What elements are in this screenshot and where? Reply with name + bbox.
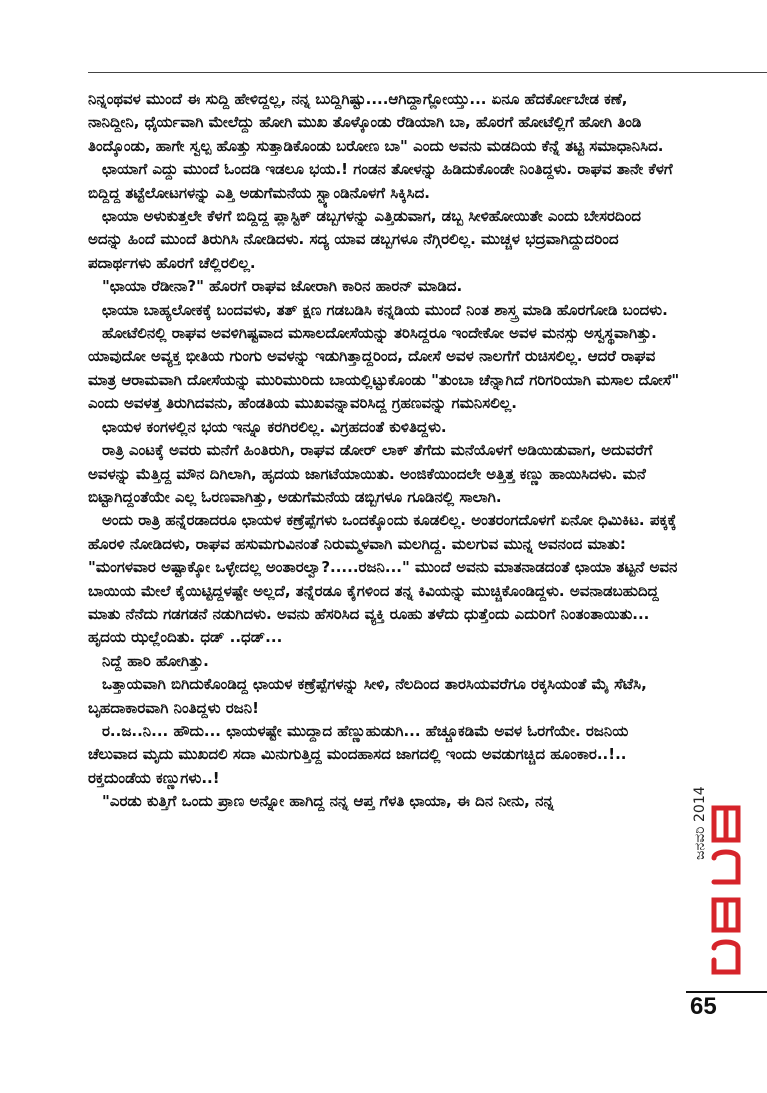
paragraph: "ಎರಡು ಕುತ್ತಿಗೆ ಒಂದು ಪ್ರಾಣ ಅನ್ನೋ ಹಾಗಿದ್ದ ನನ್ನ ಆಪ್ತ ಗೆಳತಿ ಛಾಯಾ, ಈ ದಿನ ನೀನು, ನನ್ನ xyxy=(102,792,554,811)
paragraph: ಅಂದು ರಾತ್ರಿ ಹನ್ನೆರಡಾದರೂ ಛಾಯಳ ಕಣ್ರೆಪ್ಪೆಗಳು ಒಂದಕ್ಕೊಂದು ಕೂಡಲಿಲ್ಲ. ಅಂತರಂಗದೊಳಗೆ ಏನೋ ಧಿಮಿಕಿಟ. ಪಕ್ಕಕ್ಕೆ ಹೊರಳಿ ನೋಡಿದಳು, ರಾಘವ ಹಸುಮಗುವಿನಂತೆ ನಿರುಮ್ಮಳವಾಗಿ ಮಲಗಿದ್ದ. ಮಲಗುವ ಮುನ್ನ ಅವನಂದ ಮಾತು: "ಮಂಗಳವಾರ ಅಷ್ಟಾಕ್ಕೋ ಒಳ್ಳೇದಲ್ಲ ಅಂತಾರಲ್ವಾ?.....ರಜನಿ..." ಮುಂದೆ ಅವನು ಮಾತನಾಡದಂತೆ ಛಾಯಾ ತಟ್ಟನೆ ಅವನ ಬಾಯಿಯ ಮೇಲೆ ಕೈಯಿಟ್ಟಿದ್ದಳಷ್ಟೇ ಅಲ್ಲದೆ, ತನ್ನೆರಡೂ ಕೈಗಳಿಂದ ತನ್ನ ಕಿವಿಯನ್ನು ಮುಚ್ಚಿಕೊಂಡಿದ್ದಳು. ಅವನಾಡಬಹುದಿದ್ದ ಮಾತು ನೆನೆದು ಗಡಗಡನೆ ನಡುಗಿದಳು. ಅವನು ಹೆಸರಿಸಿದ ವ್ಯಕ್ತಿ ರೂಹು ತಳೆದು ಧುತ್ತೆಂದು ಎದುರಿಗೆ ನಿಂತಂತಾಯಿತು... ಹೃದಯ ಝಲ್ಲೆಂದಿತು. ಧಡ್ ..ಧಡ್... xyxy=(88,511,678,647)
paragraph: ನಿದ್ದೆ ಹಾರಿ ಹೋಗಿತ್ತು. xyxy=(102,651,209,670)
paragraph: ಛಾಯಾ ಬಾಹ್ಯಲೋಕಕ್ಕೆ ಬಂದವಳು, ತತ್ ಕ್ಷಣ ಗಡಬಡಿಸಿ ಕನ್ನಡಿಯ ಮುಂದೆ ನಿಂತ ಶಾಸ್ತ್ರ ಮಾಡಿ ಹೊರಗೋಡಿ ಬಂದಳು. xyxy=(102,300,668,319)
paragraph: ನಿನ್ನಂಥವಳ ಮುಂದೆ ಈ ಸುದ್ದಿ ಹೇಳಿದ್ದಲ್ಲ, ನನ್ನ ಬುದ್ದಿಗಿಷ್ಟು....ಆಗಿದ್ದಾಗ್ಲೋಯ್ತು... ಏನೂ ಹೆದರ್ಕೋಬೇಡ ಕಣೆ, ನಾನಿದ್ದೀನಿ, ಧೈರ್ಯವಾಗಿ ಮೇಲೆದ್ದು ಹೋಗಿ ಮುಖ ತೊಳ್ಕೊಂಡು ರೆಡಿಯಾಗಿ ಬಾ, ಹೊರಗೆ ಹೋಟೆಲ್ಲಿಗೆ ಹೋಗಿ ತಿಂಡಿ ತಿಂದ್ಕೊಂಡು, ಹಾಗೇ ಸ್ವಲ್ಪ ಹೊತ್ತು ಸುತ್ತಾಡಿಕೊಂಡು ಬರೋಣ ಬಾ" ಎಂದು ಅವನು ಮಡದಿಯ ಕೆನ್ನೆ ತಟ್ಟಿ ಸಮಾಧಾನಿಸಿದ. xyxy=(88,90,664,155)
paragraph: ಛಾಯಾಗೆ ಎದ್ದು ಮುಂದೆ ಓಂದಡಿ ಇಡಲೂ ಭಯ.! ಗಂಡನ ತೋಳನ್ನು ಹಿಡಿದುಕೊಂಡೇ ನಿಂತಿದ್ದಳು. ರಾಘವ ತಾನೇ ಕೆಳಗೆ ಬಿದ್ದಿದ್ದ ತಟ್ಟೆಲೋಟಗಳನ್ನು ಎತ್ತಿ ಅಡುಗೆಮನೆಯ ಸ್ಟ್ಯಾಂಡಿನೊಳಗೆ ಸಿಕ್ಕಿಸಿದ. xyxy=(88,160,673,202)
magazine-side-label xyxy=(686,786,746,985)
paragraph: ಹೋಟೆಲಿನಲ್ಲಿ ರಾಘವ ಅವಳಿಗಿಷ್ಟವಾದ ಮಸಾಲದೋಸೆಯನ್ನು ತರಿಸಿದ್ದರೂ ಇಂದೇಕೋ ಅವಳ ಮನಸ್ಸು ಅಸ್ವಸ್ಥವಾಗಿತ್ತು. ಯಾವುದೋ ಅವ್ಯಕ್ತ ಭೀತಿಯ ಗುಂಗು ಅವಳನ್ನು ಇಡುಗಿತ್ತಾದ್ದರಿಂದ, ದೋಸೆ ಅವಳ ನಾಲಗೆಗೆ ರುಚಿಸಲಿಲ್ಲ. ಆದರೆ ರಾಘವ ಮಾತ್ರ ಆರಾಮವಾಗಿ ದೋಸೆಯನ್ನು ಮುರಿಮುರಿದು ಬಾಯಲ್ಲಿಟ್ಟುಕೊಂಡು "ತುಂಬಾ ಚೆನ್ನಾಗಿದೆ ಗರಿಗರಿಯಾಗಿ ಮಸಾಲ ದೋಸೆ" ಎಂದು ಅವಳತ್ತ ತಿರುಗಿದವನು, ಹೆಂಡತಿಯ ಮುಖವನ್ನಾವರಿಸಿದ್ದ ಗ್ರಹಣವನ್ನು ಗಮನಿಸಲಿಲ್ಲ. xyxy=(88,324,680,413)
paragraph: "ಛಾಯಾ ರೆಡೀನಾ?" ಹೊರಗೆ ರಾಘವ ಜೋರಾಗಿ ಕಾರಿನ ಹಾರನ್ ಮಾಡಿದ. xyxy=(102,277,463,296)
paragraph: ರಾತ್ರಿ ಎಂಟಕ್ಕೆ ಅವರು ಮನೆಗೆ ಹಿಂತಿರುಗಿ, ರಾಘವ ಡೋರ್ ಲಾಕ್ ತೆಗೆದು ಮನೆಯೊಳಗೆ ಅಡಿಯಿಡುವಾಗ, ಅದುವರೆಗೆ ಅವಳನ್ನು ಮೆತ್ತಿದ್ದ ಮೌನ ದಿಗಿಲಾಗಿ, ಹೃದಯ ಜಾಗಟೆಯಾಯಿತು. ಅಂಜಿಕೆಯಿಂದಲೇ ಅತ್ತಿತ್ತ ಕಣ್ಣು ಹಾಯಿಸಿದಳು. ಮನೆ ಬಿಟ್ಟಾಗಿದ್ದಂತೆಯೇ ಎಲ್ಲ ಓರಣವಾಗಿತ್ತು, ಅಡುಗೆಮನೆಯ ಡಬ್ಬಿಗಳೂ ಗೂಡಿನಲ್ಲಿ ಸಾಲಾಗಿ. xyxy=(88,441,653,506)
paragraph: ರ..ಜ..ನಿ... ಹೌದು... ಛಾಯಳಷ್ಟೇ ಮುದ್ದಾದ ಹೆಣ್ಣುಹುಡುಗಿ... ಹೆಚ್ಚೂಕಡಿಮೆ ಅವಳ ಓರಗೆಯೇ. ರಜನಿಯ ಚೆಲುವಾದ ಮೃದು ಮುಖದಲಿ ಸದಾ ಮಿನುಗುತ್ತಿದ್ದ ಮಂದಹಾಸದ ಜಾಗದಲ್ಲಿ ಇಂದು ಅವಡುಗಚ್ಚಿದ ಹೂಂಕಾರ..!.. ರಕ್ತದುಂಡೆಯ ಕಣ್ಣುಗಳು..! xyxy=(88,721,629,787)
story-text xyxy=(88,88,680,814)
top-rule xyxy=(88,72,767,73)
paragraph: ಛಾಯಾ ಅಳುಕುತ್ತಲೇ ಕೆಳಗೆ ಬಿದ್ದಿದ್ದ ಪ್ಲಾಸ್ಟಿಕ್ ಡಬ್ಬಗಳನ್ನು ಎತ್ತಿಡುವಾಗ, ಡಬ್ಬ ಸೀಳಿಹೋಯಿತೇ ಎಂದು ಬೇಸರದಿಂದ ಅದನ್ನು ಹಿಂದೆ ಮುಂದೆ ತಿರುಗಿಸಿ ನೋಡಿದಳು. ಸದ್ಯ ಯಾವ ಡಬ್ಬಗಳೂ ನೆಗ್ಗಿರಲಿಲ್ಲ. ಮುಚ್ಚಳ ಭದ್ರವಾಗಿದ್ದುದರಿಂದ ಪದಾರ್ಥಗಳು ಹೊರಗೆ ಚೆಲ್ಲಿರಲಿಲ್ಲ. xyxy=(88,207,641,272)
mayura-logo xyxy=(706,800,746,980)
paragraph: ಛಾಯಳ ಕಂಗಳಲ್ಲಿನ ಭಯ ಇನ್ನೂ ಕರಗಿರಲಿಲ್ಲ. ವಿಗ್ರಹದಂತೆ ಕುಳಿತಿದ್ದಳು. xyxy=(102,417,447,436)
issue-date: ಜನವರಿ 2014 xyxy=(692,786,708,860)
page-number: 65 xyxy=(690,993,717,1020)
paragraph: ಒತ್ತಾಯವಾಗಿ ಬಿಗಿದುಕೊಂಡಿದ್ದ ಛಾಯಳ ಕಣ್ರೆಪ್ಪೆಗಳನ್ನು ಸೀಳಿ, ನೆಲದಿಂದ ತಾರಸಿಯವರೆಗೂ ರಕ್ಕಸಿಯಂತೆ ಮೈ ಸೆಟೆಸಿ, ಬೃಹದಾಕಾರವಾಗಿ ನಿಂತಿದ್ದಳು ರಜನಿ! xyxy=(88,675,647,717)
